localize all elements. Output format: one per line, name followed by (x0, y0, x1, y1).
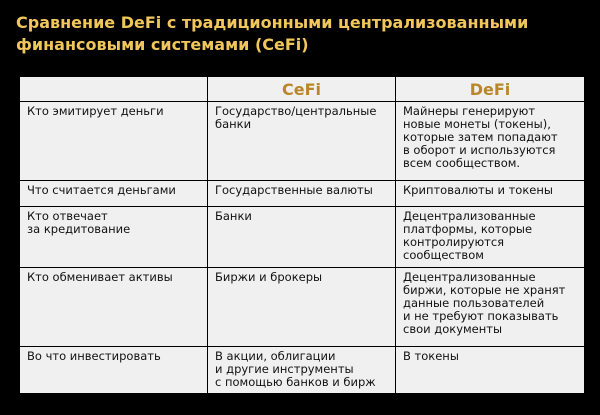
cell-line: и другие инструменты (215, 362, 354, 376)
cell-line: Кто обменивает активы (27, 270, 173, 284)
question-cell (20, 207, 208, 268)
cell-line: сообществом (403, 248, 484, 262)
cell-line: всем сообществом. (403, 156, 521, 170)
question-cell (20, 268, 208, 347)
title-line-2: финансовыми системами (CeFi) (16, 35, 309, 54)
table-header-row (20, 77, 585, 102)
cell-line: данные пользователей (403, 296, 545, 310)
cell-line: Криптовалюты и токены (403, 183, 553, 197)
page-title (16, 12, 591, 56)
table-row (20, 102, 585, 181)
cell-line: Биржи и брокеры (215, 270, 323, 284)
cell-line: Государственные валюты (215, 183, 373, 197)
cell-line: В акции, облигации (215, 349, 336, 363)
cell-line: и не требуют показывать (403, 309, 559, 323)
question-cell (20, 102, 208, 181)
title-line-1: Сравнение DeFi с традиционными централизованными (16, 13, 529, 32)
cefi-cell (208, 102, 396, 181)
cell-line: Кто отвечает (27, 209, 108, 223)
question-cell (20, 181, 208, 207)
table-row (20, 181, 585, 207)
table-row (20, 207, 585, 268)
cell-line: банки (215, 117, 252, 131)
cell-line: которые затем попадают (403, 130, 558, 144)
defi-cell (396, 207, 585, 268)
cefi-cell (208, 268, 396, 347)
cell-line: Кто эмитирует деньги (27, 104, 164, 118)
defi-cell (396, 181, 585, 207)
defi-cell (396, 102, 585, 181)
cell-line: Банки (215, 209, 252, 223)
cell-line: биржи, которые не хранят (403, 283, 566, 297)
cell-line: Децентрализованные (403, 209, 536, 223)
table-row (20, 347, 585, 394)
cell-line: Во что инвестировать (27, 349, 161, 363)
cell-line: свои документы (403, 322, 503, 336)
cell-line: за кредитование (27, 222, 131, 236)
cell-line: новые монеты (токены), (403, 117, 551, 131)
header-cell-empty (20, 77, 208, 102)
cell-line: платформы, которые (403, 222, 533, 236)
defi-cell (396, 268, 585, 347)
cefi-cell (208, 181, 396, 207)
cefi-cell (208, 207, 396, 268)
cell-line: в оборот и используются (403, 143, 556, 157)
cell-line: Майнеры генерируют (403, 104, 536, 118)
cell-line: Что считается деньгами (27, 183, 176, 197)
header-cell-cefi: CeFi (208, 77, 396, 102)
header-cell-defi: DeFi (396, 77, 585, 102)
cefi-cell (208, 347, 396, 394)
cell-line: с помощью банков и бирж (215, 375, 376, 389)
cell-line: Децентрализованные (403, 270, 536, 284)
cell-line: Государство/центральные (215, 104, 377, 118)
comparison-table (19, 76, 585, 394)
cell-line: контролируются (403, 235, 505, 249)
defi-cell (396, 347, 585, 394)
table-row (20, 268, 585, 347)
question-cell (20, 347, 208, 394)
cell-line: В токены (403, 349, 459, 363)
